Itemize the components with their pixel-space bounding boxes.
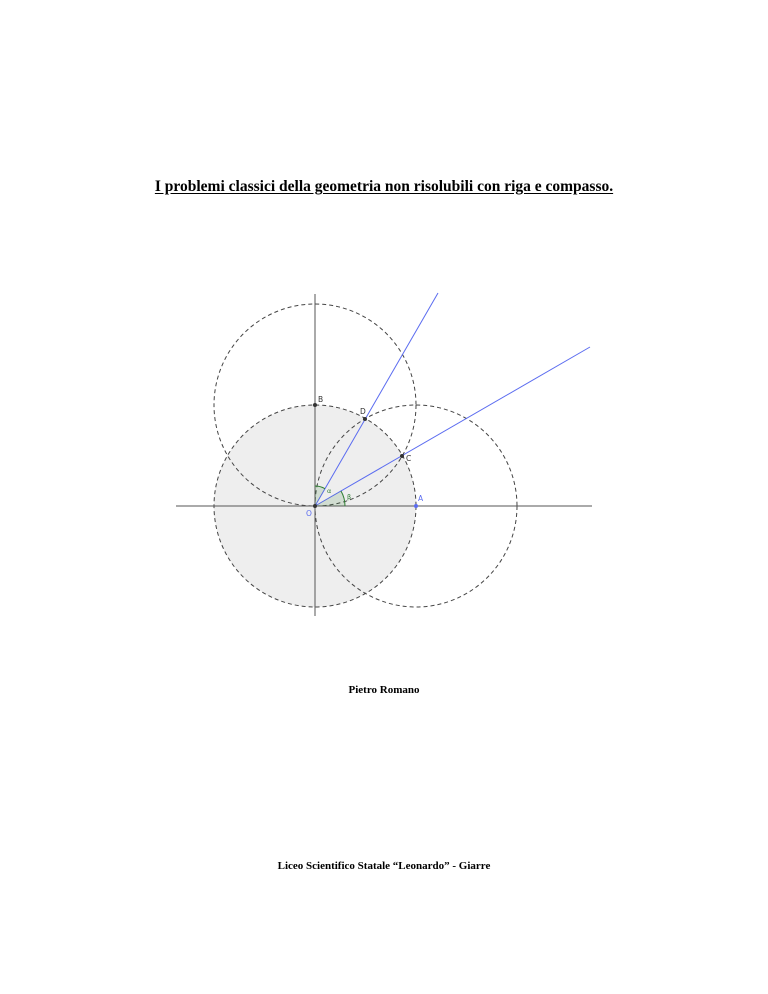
point-d <box>363 417 367 421</box>
label-d: D <box>360 407 366 416</box>
angle-beta-label: β <box>347 493 352 501</box>
angle-alpha-label: α <box>327 487 332 495</box>
point-b <box>313 403 317 407</box>
label-o: O <box>306 509 312 518</box>
institution-name: Liceo Scientifico Statale “Leonardo” - Giarre <box>277 860 491 872</box>
document-title: I problemi classici della geometria non risolubili con riga e compasso. <box>154 178 614 195</box>
label-b: B <box>318 395 324 404</box>
author-name: Pietro Romano <box>348 684 420 696</box>
point-c <box>400 454 404 458</box>
point-a <box>414 504 418 508</box>
point-o <box>313 504 317 508</box>
label-a: A <box>418 494 424 503</box>
label-c: C <box>406 454 412 463</box>
